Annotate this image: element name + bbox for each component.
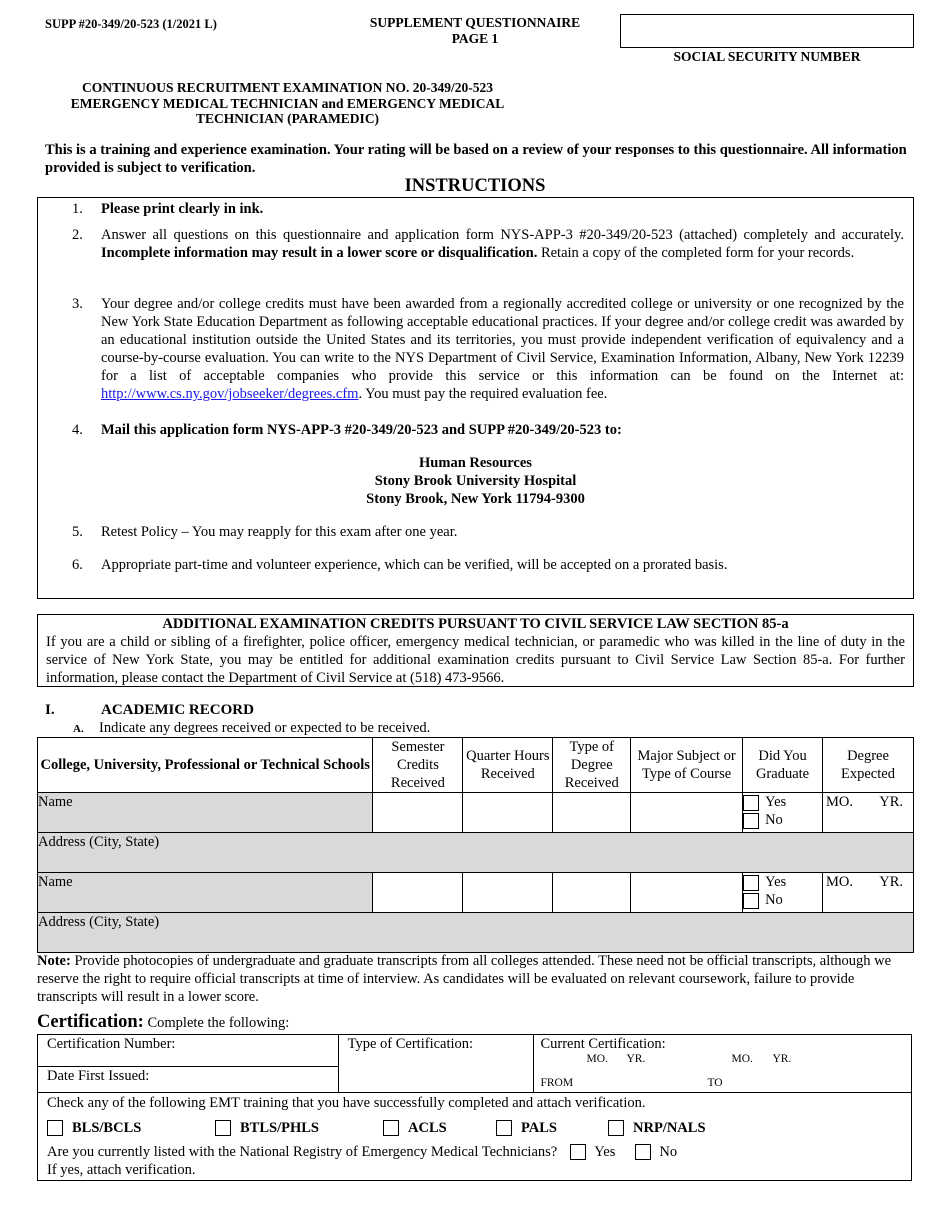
table-row xyxy=(38,913,914,953)
instruction-text: Appropriate part-time and volunteer experience, which can be verified, will be accepted on a prorated basis. xyxy=(101,557,728,573)
quarter-hours-field[interactable] xyxy=(463,873,553,913)
month-label: MO. xyxy=(826,874,853,890)
form-title-line1: SUPPLEMENT QUESTIONNAIRE xyxy=(369,15,581,30)
instruction-text xyxy=(101,295,904,403)
to-year-label: YR. xyxy=(772,1053,792,1065)
table-row xyxy=(38,1093,912,1181)
degree-type-field[interactable] xyxy=(553,793,631,833)
col-header-school: College, University, Professional or Technical Schools xyxy=(38,738,373,793)
training-option-acls xyxy=(383,1119,496,1137)
table-row xyxy=(38,873,914,913)
instructions-heading: INSTRUCTIONS xyxy=(404,176,546,196)
col-header-semester-credits: Semester Credits Received xyxy=(373,738,463,793)
date-first-issued-label: Date First Issued: xyxy=(47,1068,150,1084)
date-first-issued-field[interactable] xyxy=(38,1067,339,1093)
academic-record-heading xyxy=(45,701,254,719)
exam-title-line1: CONTINUOUS RECRUITMENT EXAMINATION NO. 20-349/20-523 xyxy=(82,80,493,95)
graduate-yes-checkbox[interactable] xyxy=(743,875,759,891)
registry-attach-note: If yes, attach verification. xyxy=(47,1162,196,1178)
graduate-no-checkbox[interactable] xyxy=(743,813,759,829)
cert-type-field[interactable] xyxy=(338,1035,534,1093)
pals-checkbox[interactable] xyxy=(496,1120,512,1136)
address-line2: Stony Brook University Hospital xyxy=(374,473,577,489)
major-field[interactable] xyxy=(631,793,743,833)
col-header-degree-type: Type of Degree Received xyxy=(553,738,631,793)
instruction-text xyxy=(101,226,904,262)
col-header-graduate: Did You Graduate xyxy=(743,738,823,793)
yes-label: Yes xyxy=(765,874,787,890)
month-label: MO. xyxy=(826,794,853,810)
instruction-text-part: Retain a copy of the completed form for your records. xyxy=(537,245,855,261)
intro-text: This is a training and experience examination. Your rating will be based on a review of your responses to this questionnaire. All information provided is subject to verification. xyxy=(45,142,907,176)
training-label: NRP/NALS xyxy=(633,1120,706,1136)
training-label: PALS xyxy=(521,1120,557,1136)
registry-yes-label: Yes xyxy=(594,1144,616,1160)
school-address-field[interactable] xyxy=(38,833,914,873)
major-field[interactable] xyxy=(631,873,743,913)
from-year-label: YR. xyxy=(626,1053,646,1065)
graduate-yes-checkbox[interactable] xyxy=(743,795,759,811)
to-label: TO xyxy=(707,1077,723,1089)
semester-credits-field[interactable] xyxy=(373,873,463,913)
transcripts-note xyxy=(37,952,914,1006)
degree-expected-field[interactable] xyxy=(823,793,914,833)
instruction-text-part: Your degree and/or college credits must have been awarded from a regionally accredited college or university or one recognized by the New York State Education Department as following acceptable educational practices. If your degree and/or college credit was awarded by an educational institution outside the United States and its territories, you must provide independent verification of equivalency and a course-by-course evaluation. You can write to the NYS Department of Civil Service, Examination Information, Albany, New York 12239 for a list of acceptable companies who provide this service or this information can be found on the Internet at: xyxy=(101,296,904,384)
address-line1: Human Resources xyxy=(419,455,532,471)
registry-yes-checkbox[interactable] xyxy=(570,1144,586,1160)
col-header-quarter-hours: Quarter Hours Received xyxy=(463,738,553,793)
school-name-label: Name xyxy=(38,874,73,890)
acls-checkbox[interactable] xyxy=(383,1120,399,1136)
cert-number-field[interactable] xyxy=(38,1035,339,1067)
year-label: YR. xyxy=(879,794,903,810)
table-row xyxy=(38,793,914,833)
exam-title-line3: TECHNICIAN (PARAMEDIC) xyxy=(195,111,380,126)
school-address-label: Address (City, State) xyxy=(38,914,160,930)
cert-number-label: Certification Number: xyxy=(47,1036,176,1052)
training-option-nrp xyxy=(608,1119,706,1137)
current-cert-field[interactable] xyxy=(534,1035,912,1093)
ssn-label: SOCIAL SECURITY NUMBER xyxy=(673,49,861,64)
mailing-address xyxy=(38,454,913,508)
school-address-label: Address (City, State) xyxy=(38,834,160,850)
exam-title-line2: EMERGENCY MEDICAL TECHNICIAN and EMERGENCY MEDICAL xyxy=(70,95,505,111)
note-text: Provide photocopies of undergraduate and graduate transcripts from all colleges attended. These need not be official transcripts, although we reserve the right to require official transcripts at time of interview. As candidates will be evaluated on relevant coursework, failure to provide transcripts will result in a lower score. xyxy=(37,953,892,1005)
exam-title xyxy=(45,80,530,127)
school-address-field[interactable] xyxy=(38,913,914,953)
training-options xyxy=(47,1118,902,1138)
bls-checkbox[interactable] xyxy=(47,1120,63,1136)
registry-question xyxy=(47,1143,902,1161)
training-option-btls xyxy=(215,1119,383,1137)
school-name-label: Name xyxy=(38,794,73,810)
certification-table xyxy=(37,1034,912,1181)
instruction-text-part: Answer all questions on this questionnaire and application form NYS-APP-3 #20-349/20-523 (attached) completely and accurately. xyxy=(101,227,904,243)
training-option-bls xyxy=(47,1119,215,1137)
address-line3: Stony Brook, New York 11794-9300 xyxy=(366,491,585,507)
graduate-no-option xyxy=(743,811,822,829)
certification-heading xyxy=(37,1013,289,1032)
col-header-major: Major Subject or Type of Course xyxy=(631,738,743,793)
instruction-text-bold: Incomplete information may result in a lower score or disqualification. xyxy=(101,245,538,261)
month-year-labels xyxy=(823,793,913,811)
instruction-text: Mail this application form NYS-APP-3 #20-349/20-523 and SUPP #20-349/20-523 to: xyxy=(101,422,622,438)
degrees-link[interactable]: http://www.cs.ny.gov/jobseeker/degrees.cfm xyxy=(101,386,359,402)
no-label: No xyxy=(765,892,783,908)
academic-subheading xyxy=(73,719,430,738)
graduate-options xyxy=(743,793,823,833)
academic-record-table xyxy=(37,737,914,953)
training-label: BLS/BCLS xyxy=(72,1120,142,1136)
graduate-yes-option xyxy=(743,873,822,891)
instruction-num: 5. xyxy=(72,524,83,540)
quarter-hours-field[interactable] xyxy=(463,793,553,833)
form-title xyxy=(345,15,605,47)
form-id: SUPP #20-349/20-523 (1/2021 L) xyxy=(45,17,217,31)
instruction-num: 1. xyxy=(72,201,83,217)
registry-no-label: No xyxy=(659,1144,678,1160)
instruction-num: 2. xyxy=(72,227,83,243)
nrp-checkbox[interactable] xyxy=(608,1120,624,1136)
subsection-letter: A. xyxy=(73,723,84,735)
registry-no-checkbox[interactable] xyxy=(635,1144,651,1160)
from-label: FROM xyxy=(540,1077,574,1089)
subsection-text: Indicate any degrees received or expected to be received. xyxy=(99,720,431,736)
year-label: YR. xyxy=(879,874,903,890)
training-section xyxy=(38,1093,912,1181)
certification-subtitle: Complete the following: xyxy=(143,1015,290,1031)
certification-title: Certification: xyxy=(37,1012,144,1032)
graduate-no-option xyxy=(743,891,822,909)
form-page-number: PAGE 1 xyxy=(451,31,499,46)
graduate-options xyxy=(743,873,823,913)
note-label: Note: xyxy=(37,953,71,969)
school-name-field[interactable] xyxy=(38,873,373,913)
month-year-labels xyxy=(823,873,913,891)
registry-question-text: Are you currently listed with the National Registry of Emergency Medical Technicians? xyxy=(47,1144,558,1160)
yes-label: Yes xyxy=(765,794,787,810)
table-row xyxy=(38,833,914,873)
table-row xyxy=(38,1035,912,1067)
additional-credits-text: If you are a child or sibling of a firefighter, police officer, emergency medical technician, or paramedic who was killed in the line of duty in the service of New York State, you may be entitled for additional examination credits pursuant to Civil Service Law Section 85-a. For further information, please contact the Department of Civil Service at (518) 473-9566. xyxy=(46,634,905,686)
training-option-pals xyxy=(496,1119,608,1137)
col-header-degree-expected: Degree Expected xyxy=(823,738,914,793)
instruction-text-part: . You must pay the required evaluation fee. xyxy=(358,386,608,402)
training-prompt: Check any of the following EMT training that you have successfully completed and attach verification. xyxy=(47,1095,646,1111)
semester-credits-field[interactable] xyxy=(373,793,463,833)
graduate-no-checkbox[interactable] xyxy=(743,893,759,909)
additional-credits-box xyxy=(37,614,914,687)
instructions-box xyxy=(37,197,914,599)
to-month-label: MO. xyxy=(731,1053,753,1065)
degree-type-field[interactable] xyxy=(553,873,631,913)
training-label: ACLS xyxy=(408,1120,447,1136)
graduate-yes-option xyxy=(743,793,822,811)
section-number: I. xyxy=(45,702,55,718)
instruction-text: Retest Policy – You may reapply for this exam after one year. xyxy=(101,524,458,540)
from-month-label: MO. xyxy=(586,1053,608,1065)
degree-expected-field[interactable] xyxy=(823,873,914,913)
training-label: BTLS/PHLS xyxy=(240,1120,319,1136)
instruction-text: Please print clearly in ink. xyxy=(101,201,264,217)
table-header-row xyxy=(38,738,914,793)
instruction-num: 4. xyxy=(72,422,83,438)
btls-checkbox[interactable] xyxy=(215,1120,231,1136)
school-name-field[interactable] xyxy=(38,793,373,833)
section-title: ACADEMIC RECORD xyxy=(101,702,254,718)
instruction-num: 6. xyxy=(72,557,83,573)
instruction-num: 3. xyxy=(72,296,83,312)
ssn-input[interactable] xyxy=(620,14,914,48)
no-label: No xyxy=(765,812,783,828)
additional-credits-title: ADDITIONAL EXAMINATION CREDITS PURSUANT TO CIVIL SERVICE LAW SECTION 85-a xyxy=(162,616,789,632)
cert-type-label: Type of Certification: xyxy=(347,1036,474,1052)
current-cert-label: Current Certification: xyxy=(540,1036,666,1052)
